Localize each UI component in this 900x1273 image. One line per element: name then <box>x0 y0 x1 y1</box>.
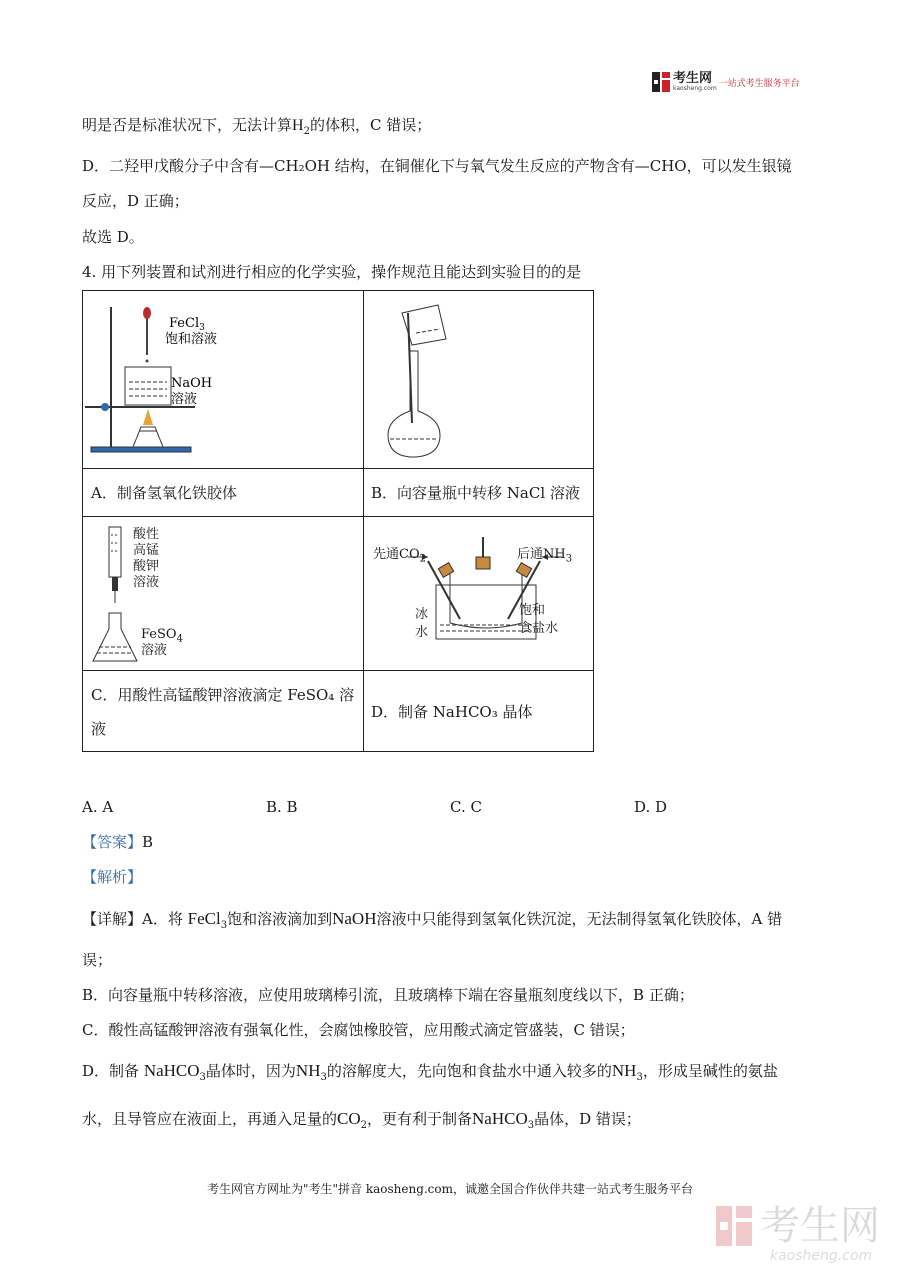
ice-water-label-b: 水 <box>415 625 429 640</box>
reagent-kmno4-label: 酸性 <box>133 527 160 542</box>
choice-a: A. A <box>82 798 114 816</box>
kaosheng-logo-icon <box>652 72 670 92</box>
question-text: 4. 用下列装置和试剂进行相应的化学实验，操作规范且能达到实验目的的是 <box>82 263 582 281</box>
brand-url: kaosheng.com <box>673 84 717 92</box>
text-line: D．二羟甲戊酸分子中含有—CH₂OH 结构，在铜催化下与氧气发生反应的产物含有—CHO，可以发生银镜 <box>82 157 792 175</box>
watermark-name: 考生网 <box>760 1203 880 1249</box>
ice-water-label: 冰 <box>415 607 429 622</box>
detail-a-line-b: 误； <box>82 951 113 969</box>
detail-d-line: D．制备 NaHCO$_3$晶体时，因为$NH_3$的溶解度大，先向饱和食盐水中通入较多的$NH_3$，形成呈碱性的氨盐 <box>82 1061 778 1083</box>
gas-co2-label: 先通$CO_2$ <box>373 547 426 565</box>
text-line: 明是否是标准状况下，无法计算$H_2$的体积，C 错误； <box>82 116 432 137</box>
option-a-text: A．制备氢氧化铁胶体 <box>91 484 237 502</box>
brand-header <box>652 72 800 92</box>
reagent-kmno4-label: 酸钾 <box>133 559 160 574</box>
watermark <box>716 1203 880 1249</box>
detail-a-line: 【详解】A．将 FeCl$_3$饱和溶液滴加到NaOH溶液中只能得到氢氧化铁沉淀，无法制得氢氧化铁胶体，A 错 <box>82 909 783 931</box>
brand-slogan: 一站式考生服务平台 <box>718 78 800 89</box>
reagent-fecl3-label: FeCl$_3$ <box>169 316 205 333</box>
reagent-naoh-label-b: 溶液 <box>171 392 198 407</box>
brine-label: 饱和 <box>519 603 546 618</box>
watermark-url: kaosheng.com <box>770 1248 873 1264</box>
figure-b-volumetric-flask <box>368 299 588 461</box>
reagent-kmno4-label: 溶液 <box>133 575 160 590</box>
reagent-fecl3-label-b: 饱和溶液 <box>165 332 218 347</box>
detail-b-line: B．向容量瓶中转移溶液，应使用玻璃棒引流，且玻璃棒下端在容量瓶刻度线以下，B 正确； <box>82 986 694 1004</box>
text-line: 反应，D 正确； <box>82 192 189 210</box>
option-b-text: B．向容量瓶中转移 NaCl 溶液 <box>371 484 580 502</box>
option-d-text: D．制备 NaHCO₃ 晶体 <box>371 703 533 721</box>
detail-c-line: C．酸性高锰酸钾溶液有强氧化性，会腐蚀橡胶管，应用酸式滴定管盛装，C 错误； <box>82 1021 635 1039</box>
choice-d: D. D <box>634 798 668 816</box>
watermark-logo-icon <box>716 1206 754 1246</box>
reagent-naoh-label: NaOH <box>171 376 213 391</box>
choice-b: B. B <box>266 798 298 816</box>
gas-nh3-label: 后通$NH_3$ <box>517 547 573 565</box>
reagent-feso4-label-b: 溶液 <box>141 643 168 658</box>
analysis-tag: 【解析】 <box>82 868 143 886</box>
footer-text: 考生网官方网址为"考生"拼音 kaosheng.com，诚邀全国合作伙伴共建一站式考生服务平台 <box>206 1182 694 1196</box>
apparatus-table <box>82 290 594 752</box>
brine-label-b: 食盐水 <box>519 621 559 636</box>
detail-d-line-b: 水，且导管应在液面上，再通入足量的$CO_2$，更有利于制备NaHCO$_3$晶体，D 错误； <box>82 1109 641 1131</box>
option-c-text: C．用酸性高锰酸钾溶液滴定 FeSO₄ 溶 <box>91 686 355 704</box>
brand-name: 考生网 <box>673 70 713 86</box>
reagent-kmno4-label: 高锰 <box>133 543 160 558</box>
figure-a-colloid-apparatus <box>85 297 355 465</box>
option-c-text-b: 液 <box>91 720 107 738</box>
choice-c: C. C <box>450 798 482 816</box>
reagent-feso4-label: FeSO$_4$ <box>141 627 183 645</box>
figure-c-titration <box>85 521 355 667</box>
answer-line: 【答案】B <box>82 833 154 851</box>
text-line: 故选 D。 <box>82 228 144 246</box>
